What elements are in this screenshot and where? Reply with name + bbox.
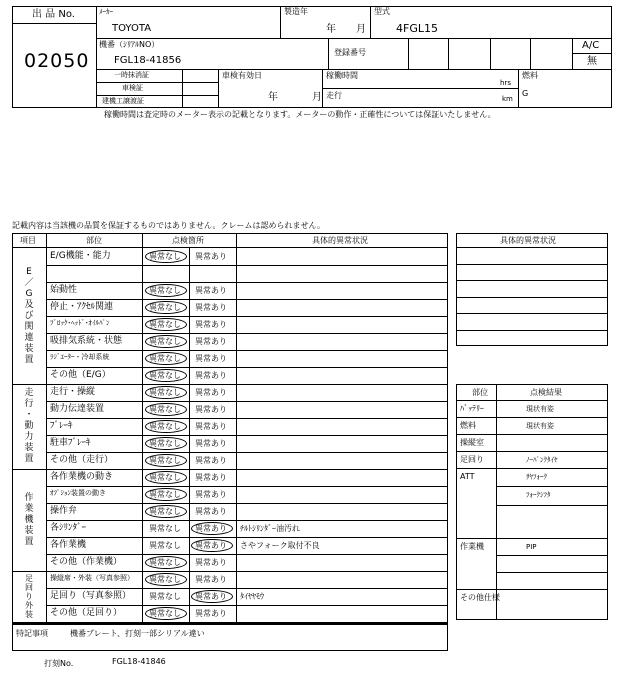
row-part: 吸排気系統・状態 (50, 336, 123, 346)
divider (46, 282, 448, 283)
row-part: E/G機能・能力 (50, 251, 111, 261)
divider (96, 38, 612, 39)
col-check-header: 点検箇所 (172, 236, 204, 245)
col-item-header: 項目 (20, 236, 36, 245)
divider (456, 400, 608, 401)
selection-circle (145, 403, 187, 416)
check-abnormal[interactable]: 異常あり (195, 490, 227, 499)
selection-circle (145, 437, 187, 450)
divider (189, 299, 190, 316)
check-abnormal[interactable]: 異常あり (195, 320, 227, 329)
selection-circle (145, 386, 187, 399)
right-row-result: ﾌｫｰｸｼﾌﾀ (526, 491, 551, 499)
divider (189, 503, 190, 520)
stamp-value: FGL18-41846 (112, 657, 166, 666)
maker-value: TOYOTA (112, 23, 152, 34)
check-abnormal[interactable]: 異常あり (195, 303, 227, 312)
divider (189, 486, 190, 503)
check-normal[interactable]: 異常なし (149, 422, 181, 431)
row-part: ﾗｼﾞｴｰﾀｰ・冷却系統 (50, 353, 110, 361)
divider (12, 469, 448, 470)
check-abnormal[interactable]: 異常あり (195, 473, 227, 482)
check-normal[interactable]: 異常なし (149, 541, 181, 550)
ac-label: A/C (582, 40, 600, 51)
divider (182, 69, 183, 108)
row-part: その他（足回り） (50, 608, 123, 618)
divider (46, 299, 448, 300)
check-normal[interactable]: 異常なし (149, 507, 181, 516)
check-normal[interactable]: 異常なし (149, 473, 181, 482)
divider (448, 38, 449, 69)
right-row-part: 燃料 (460, 421, 476, 430)
selection-circle (145, 250, 187, 263)
divider (496, 572, 608, 573)
divider (46, 452, 448, 453)
row-part: 足回り（写真参照） (50, 591, 132, 601)
selection-circle (145, 352, 187, 365)
check-normal[interactable]: 異常なし (149, 405, 181, 414)
selection-circle (145, 301, 187, 314)
divider (12, 571, 448, 572)
right-row-result: ｻﾔﾌｫｰｸ (526, 473, 547, 481)
divider (456, 538, 608, 539)
group-label: 足 回 り 外 装 (25, 574, 33, 619)
check-abnormal[interactable]: 異常あり (195, 575, 227, 584)
divider (12, 247, 448, 248)
divider (218, 69, 219, 108)
check-abnormal[interactable]: 異常あり (195, 388, 227, 397)
divider (189, 367, 190, 384)
divider (189, 469, 190, 486)
row-part: 各作業機 (50, 540, 87, 550)
check-abnormal[interactable]: 異常あり (195, 439, 227, 448)
divider (456, 264, 608, 265)
selection-circle (145, 505, 187, 518)
special-notes-value: 機番プレート、打刻一部シリアル違い (70, 629, 205, 638)
group-label: 作 業 機 装 置 (24, 492, 34, 547)
check-normal[interactable]: 異常なし (149, 320, 181, 329)
divider (456, 330, 608, 331)
selection-circle (145, 471, 187, 484)
check-abnormal[interactable]: 異常あり (195, 541, 227, 550)
divider (46, 503, 448, 504)
check-normal[interactable]: 異常なし (149, 337, 181, 346)
divider (456, 434, 608, 435)
divider (189, 571, 190, 588)
divider (96, 69, 612, 70)
divider (46, 537, 448, 538)
row-part: ﾌﾞﾚｰｷ (50, 421, 73, 431)
row-part: 停止・ｱｸｾﾙ関連 (50, 302, 114, 312)
col-part-header: 部位 (86, 236, 102, 245)
work-vehicle-cert-label: 建機工譲渡証 (102, 97, 144, 105)
divider (96, 6, 97, 108)
divider (46, 233, 47, 624)
selection-circle (145, 318, 187, 331)
divider (496, 384, 497, 620)
divider (496, 486, 608, 487)
divider (189, 588, 190, 605)
check-abnormal[interactable]: 異常あり (195, 456, 227, 465)
check-normal[interactable]: 異常なし (149, 592, 181, 601)
divider (46, 367, 448, 368)
divider (189, 401, 190, 418)
year-label: 製造年 (284, 7, 308, 16)
selection-circle (191, 522, 233, 535)
divider (46, 418, 448, 419)
divider (328, 38, 329, 69)
group-label: E ／ G 及 び 関 連 装 置 (24, 266, 34, 365)
right-row-part: 足回り (460, 455, 484, 464)
divider (189, 554, 190, 571)
divider (46, 486, 448, 487)
stamp-label: 打刻No. (44, 659, 74, 668)
divider (46, 316, 448, 317)
check-normal[interactable]: 異常なし (149, 524, 181, 533)
divider (189, 605, 190, 622)
vehicle-cert-label: 車検証 (122, 84, 143, 92)
row-part: その他（E/G） (50, 370, 111, 380)
item-no-label: 出 品 No. (32, 9, 75, 20)
divider (572, 53, 612, 54)
divider (189, 452, 190, 469)
check-abnormal[interactable]: 異常あり (195, 592, 227, 601)
check-abnormal[interactable]: 異常あり (195, 609, 227, 618)
selection-circle (145, 335, 187, 348)
check-normal[interactable]: 異常なし (149, 303, 181, 312)
divider (189, 384, 190, 401)
check-normal[interactable]: 異常なし (149, 490, 181, 499)
divider (46, 554, 448, 555)
divider (96, 82, 218, 83)
divider (189, 435, 190, 452)
divider (456, 417, 608, 418)
divider (456, 468, 608, 469)
divider (456, 313, 608, 314)
row-part: 操縦席・外装（写真参照） (50, 574, 134, 582)
check-normal[interactable]: 異常なし (149, 252, 181, 261)
check-normal[interactable]: 異常なし (149, 609, 181, 618)
selection-circle (145, 454, 187, 467)
row-part: ﾌﾞﾛｯｸ･ﾍｯﾄﾞ･ｵｲﾙﾊﾟﾝ (50, 319, 110, 327)
row-part: 動力伝達装置 (50, 404, 105, 414)
divider (236, 233, 237, 624)
divider (572, 38, 573, 69)
row-part: 操作弁 (50, 506, 78, 516)
row-part: その他（作業機） (50, 557, 123, 567)
row-detail: ﾁﾙﾄｼﾘﾝﾀﾞｰ油汚れ (240, 524, 300, 533)
right-row-result: PIP (526, 543, 537, 551)
row-part: 走行・操縦 (50, 387, 96, 397)
group-label: 走 行 ・ 動 力 装 置 (24, 388, 34, 464)
divider (456, 451, 608, 452)
divider (518, 69, 519, 108)
row-part: 各作業機の動き (50, 472, 114, 482)
check-normal[interactable]: 異常なし (149, 371, 181, 380)
divider (46, 350, 448, 351)
col-detail-header: 具体的異常状況 (312, 236, 368, 245)
travel-label: 走行 (326, 91, 342, 100)
item-no: 02050 (24, 50, 90, 72)
divider (46, 401, 448, 402)
row-part: 各ｼﾘﾝﾀﾞｰ (50, 523, 87, 533)
divider (46, 520, 448, 521)
right-detail-header: 具体的異常状況 (500, 236, 556, 245)
divider (12, 23, 96, 24)
km-unit: km (502, 95, 513, 103)
divider (370, 6, 371, 38)
check-normal[interactable]: 異常なし (149, 354, 181, 363)
check-normal[interactable]: 異常なし (149, 286, 181, 295)
right-result-table (456, 384, 608, 620)
check-normal[interactable]: 異常なし (149, 388, 181, 397)
serial-label: 機番（ｼﾘｱﾙNO） (99, 40, 160, 49)
check-abnormal[interactable]: 異常あり (195, 558, 227, 567)
disclaimer: 記載内容は当該機の品質を保証するものではありません。クレームは認められません。 (12, 221, 325, 230)
selection-circle (145, 284, 187, 297)
divider (496, 505, 608, 506)
check-normal[interactable]: 異常なし (149, 558, 181, 567)
right-row-result: 現状有姿 (526, 405, 554, 413)
row-part: その他（走行） (50, 455, 114, 465)
selection-circle (145, 573, 187, 586)
selection-circle (145, 369, 187, 382)
right-col-part: 部位 (472, 388, 488, 397)
inspection-month: 月 (312, 92, 322, 103)
selection-circle (145, 556, 187, 569)
divider (189, 248, 190, 265)
divider (456, 297, 608, 298)
check-normal[interactable]: 異常なし (149, 456, 181, 465)
right-row-result: 現状有姿 (526, 422, 554, 430)
divider (189, 282, 190, 299)
divider (46, 435, 448, 436)
row-detail: ﾀｲﾔﾔﾓｳ (240, 592, 264, 601)
check-abnormal[interactable]: 異常あり (195, 405, 227, 414)
row-part: 駐車ﾌﾞﾚｰｷ (50, 438, 91, 448)
divider (142, 233, 143, 624)
check-normal[interactable]: 異常なし (149, 439, 181, 448)
check-abnormal[interactable]: 異常あり (195, 422, 227, 431)
fuel-value: G (522, 89, 529, 98)
special-notes-label: 特記事項 (16, 629, 48, 638)
check-abnormal[interactable]: 異常あり (195, 524, 227, 533)
right-row-part: ATT (460, 472, 475, 481)
check-abnormal[interactable]: 異常あり (195, 371, 227, 380)
meter-note: 稼働時間は査定時のメーター表示の記載となります。メーターの動作・正確性については保証いたしません。 (104, 110, 496, 119)
check-abnormal[interactable]: 異常あり (195, 286, 227, 295)
divider (322, 88, 518, 89)
divider (46, 265, 448, 266)
divider (530, 38, 531, 69)
row-part: 始動性 (50, 285, 78, 295)
right-col-result: 点検結果 (530, 388, 562, 397)
right-row-part: その他仕様 (460, 593, 500, 602)
model-label: 型式 (374, 7, 390, 16)
ac-value: 無 (587, 56, 597, 67)
divider (456, 247, 608, 248)
inspection-label: 車検有効日 (222, 71, 262, 80)
row-part: ｵﾌﾟｼｮﾝ装置の動き (50, 489, 106, 497)
check-abnormal[interactable]: 異常あり (195, 252, 227, 261)
check-abnormal[interactable]: 異常あり (195, 507, 227, 516)
divider (189, 350, 190, 367)
hours-label: 稼働時間 (326, 71, 358, 80)
fuel-label: 燃料 (522, 71, 538, 80)
divider (490, 38, 491, 69)
maker-label: ﾒｰｶｰ (99, 8, 113, 16)
divider (322, 69, 323, 108)
selection-circle (145, 607, 187, 620)
check-normal[interactable]: 異常なし (149, 575, 181, 584)
divider (456, 280, 608, 281)
right-row-part: 操縦室 (460, 438, 484, 447)
right-row-part: 作業機 (460, 542, 484, 551)
divider (189, 265, 190, 282)
year-unit: 年 (326, 24, 336, 35)
divider (408, 38, 409, 69)
selection-circle (191, 590, 233, 603)
right-row-result: ﾉｰﾊﾟﾝｸﾀｲﾔ (526, 456, 558, 464)
temp-cert-label: 一時抹消証 (114, 71, 149, 79)
divider (12, 622, 448, 623)
divider (46, 333, 448, 334)
divider (12, 384, 448, 385)
check-abnormal[interactable]: 異常あり (195, 354, 227, 363)
hours-unit: hrs (500, 79, 511, 87)
month-unit: 月 (356, 24, 366, 35)
divider (189, 418, 190, 435)
divider (496, 555, 608, 556)
selection-circle (191, 539, 233, 552)
right-row-part: ﾊﾞｯﾃﾘｰ (460, 404, 484, 413)
row-detail: さやフォーク取付不良 (240, 541, 320, 550)
divider (189, 537, 190, 554)
divider (189, 333, 190, 350)
reg-label: 登録番号 (334, 48, 366, 57)
selection-circle (145, 420, 187, 433)
divider (189, 316, 190, 333)
divider (46, 588, 448, 589)
divider (456, 589, 608, 590)
serial-value: FGL18-41856 (114, 55, 182, 66)
check-abnormal[interactable]: 異常あり (195, 337, 227, 346)
divider (280, 6, 281, 38)
divider (96, 95, 218, 96)
divider (46, 605, 448, 606)
inspection-year: 年 (268, 92, 278, 103)
divider (189, 520, 190, 537)
model-value: 4FGL15 (396, 22, 438, 35)
selection-circle (145, 488, 187, 501)
